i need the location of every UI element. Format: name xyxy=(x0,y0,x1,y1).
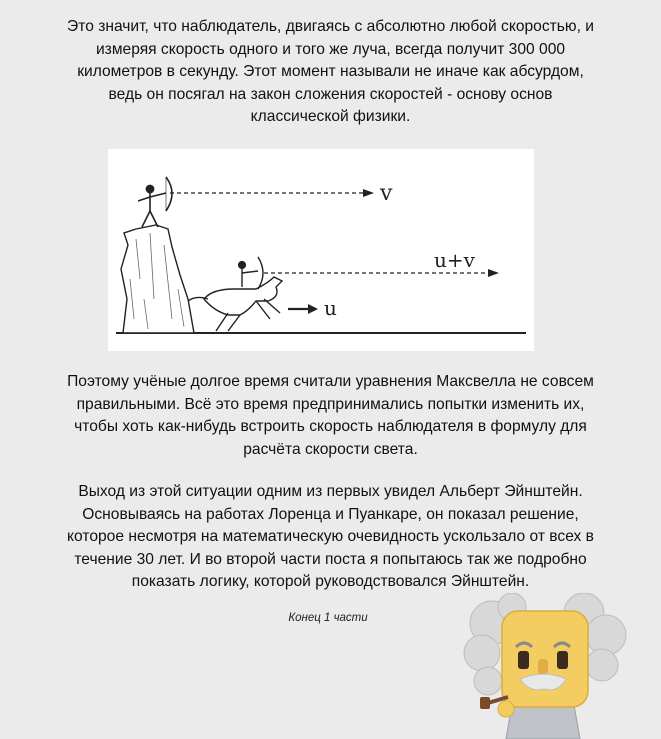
text-line: течение 30 лет. И во второй части поста я попытаюсь так же подробно xyxy=(74,550,587,568)
text-line: расчёта скорости света. xyxy=(243,440,418,458)
horse-rider-figure xyxy=(188,257,282,331)
text-line: ведь он посягал на закон сложения скоростей - основу основ xyxy=(108,85,553,103)
final-paragraph xyxy=(20,481,641,594)
ending-note: Конец 1 части xyxy=(288,612,368,624)
cliff-rock xyxy=(121,225,194,333)
archer-figure xyxy=(138,177,172,227)
intro-paragraph xyxy=(20,16,641,129)
text-line: показать логику, которой руководствовался Эйнштейн. xyxy=(131,573,530,590)
text-line: Выход из этой ситуации одним из первых увидел Альберт Эйнштейн. xyxy=(78,483,583,500)
text-line: Основываясь на работах Лоренца и Пуанкаре, он показал решение, xyxy=(82,505,579,523)
text-line: которое несмотря на математическую очевидность ускользало от всех в xyxy=(67,528,594,545)
middle-paragraph xyxy=(20,371,641,461)
label-u: u xyxy=(324,296,337,320)
text-line: километров в секунду. Этот момент называли не иначе как абсурдом, xyxy=(77,63,584,80)
archer-rider-drawing xyxy=(108,149,534,351)
label-uv: u+v xyxy=(434,248,475,272)
text-line: правильными. Всё это время предпринимались попытки изменить их, xyxy=(76,395,585,413)
velocity-illustration xyxy=(108,149,534,351)
einstein-cartoon-icon xyxy=(462,593,661,739)
text-line: Поэтому учёные долгое время считали уравнения Максвелла не совсем xyxy=(67,373,594,390)
text-line: классической физики. xyxy=(250,108,411,125)
label-v: v xyxy=(380,181,393,206)
text-line: измеряя скорость одного и того же луча, всегда получит 300 000 xyxy=(95,40,566,58)
text-line: Это значит, что наблюдатель, двигаясь с абсолютно любой скоростью, и xyxy=(67,18,594,35)
text-line: чтобы хоть как-нибудь встроить скорость наблюдателя в формулу для xyxy=(74,418,587,435)
